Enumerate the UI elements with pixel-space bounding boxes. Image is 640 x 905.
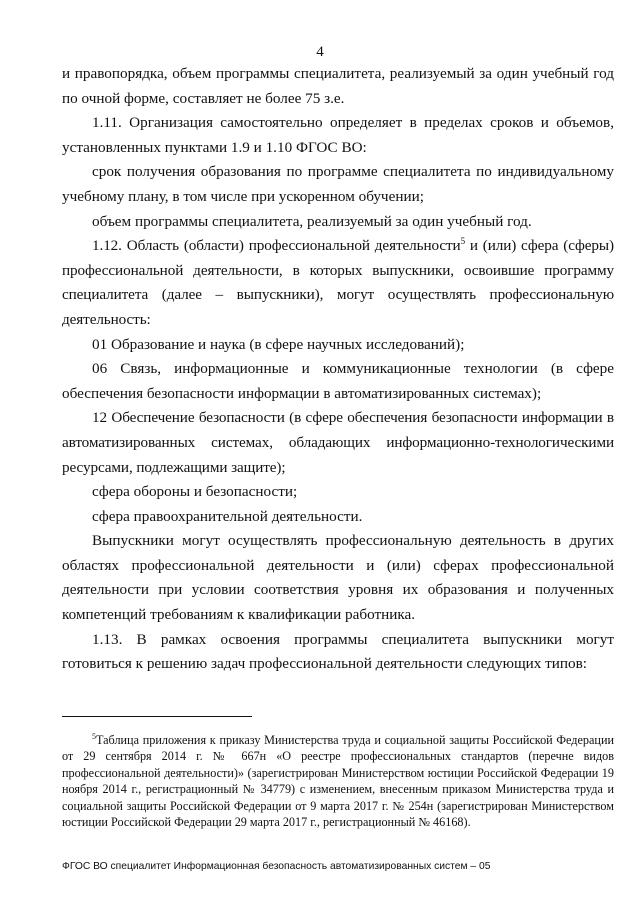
- paragraph-continuation: и правопорядка, объем программы специалитета, реализуемый за один учебный год по очной форме, составляет не более 75 з.е.: [62, 65, 614, 107]
- footnote-separator: [62, 716, 252, 717]
- footnote-marker: 5: [92, 731, 96, 741]
- paragraph-1-11: 1.11. Организация самостоятельно определяет в пределах сроков и объемов, установленных пунктами 1.9 и 1.10 ФГОС ВО:: [62, 114, 614, 156]
- paragraph-1-12: [62, 234, 614, 332]
- sphere-law-enforcement: сфера правоохранительной деятельности.: [92, 507, 363, 525]
- footnote-text: Таблица приложения к приказу Министерства труда и социальной защиты Российской Федерации от 29 сентября 2014 г. № 667н «О реестре профессиональных стандартов (перечне видов профессиональной деятельности)» (зарегистрирован Министерством юстиции Российской Федерации 19 ноября 2014 г., регистрационный № 34779) с изменением, внесенным приказом Министерства труда и социальной защиты Российской Федерации от 9 марта 2017 г. № 254н (зарегистрирован Министерством юстиции Российской Федерации 29 марта 2017 г., регистрационный № 46168).: [62, 733, 614, 830]
- footnote-ref-5: 5: [460, 236, 465, 247]
- paragraph-1-13: 1.13. В рамках освоения программы специалитета выпускники могут готовиться к решению задач профессиональной деятельности следующих типов:: [62, 630, 614, 673]
- page-footer: ФГОС ВО специалитет Информационная безопасность автоматизированных систем – 05: [62, 861, 491, 872]
- activity-area-12: 12 Обеспечение безопасности (в сфере обеспечения безопасности информации в автоматизированных системах, обладающих информационно-технологическими ресурсами, подлежащими защите);: [62, 409, 614, 476]
- activity-area-06: 06 Связь, информационные и коммуникационные технологии (в сфере обеспечения безопасности информации в автоматизированных системах);: [62, 360, 614, 402]
- paragraph-term-individual-plan: срок получения образования по программе специалитета по индивидуальному учебному плану, в том числе при ускоренном обучении;: [62, 163, 614, 205]
- paragraph-graduates-other-areas: Выпускники могут осуществлять профессиональную деятельность в других областях профессиональной деятельности и (или) сферах профессиональной деятельности при условии соответствия уровня их образования и полученных компетенций требованиям к квалификации работника.: [62, 532, 614, 624]
- paragraph-yearly-volume: объем программы специалитета, реализуемый за один учебный год.: [92, 212, 532, 230]
- document-body: [62, 62, 614, 677]
- paragraph-1-12-rest: и (или) сфера (сферы) профессиональной деятельности, в которых выпускники, освоившие программу специалитета (далее – выпускники), могут осуществлять профессиональную деятельность:: [62, 237, 614, 328]
- page-number: 4: [316, 44, 324, 60]
- paragraph-1-12-lead: 1.12. Область (области) профессиональной деятельности: [92, 237, 461, 255]
- sphere-defense: сфера обороны и безопасности;: [92, 483, 298, 501]
- activity-area-01: 01 Образование и наука (в сфере научных исследований);: [92, 335, 465, 353]
- footnote-5: [62, 732, 614, 830]
